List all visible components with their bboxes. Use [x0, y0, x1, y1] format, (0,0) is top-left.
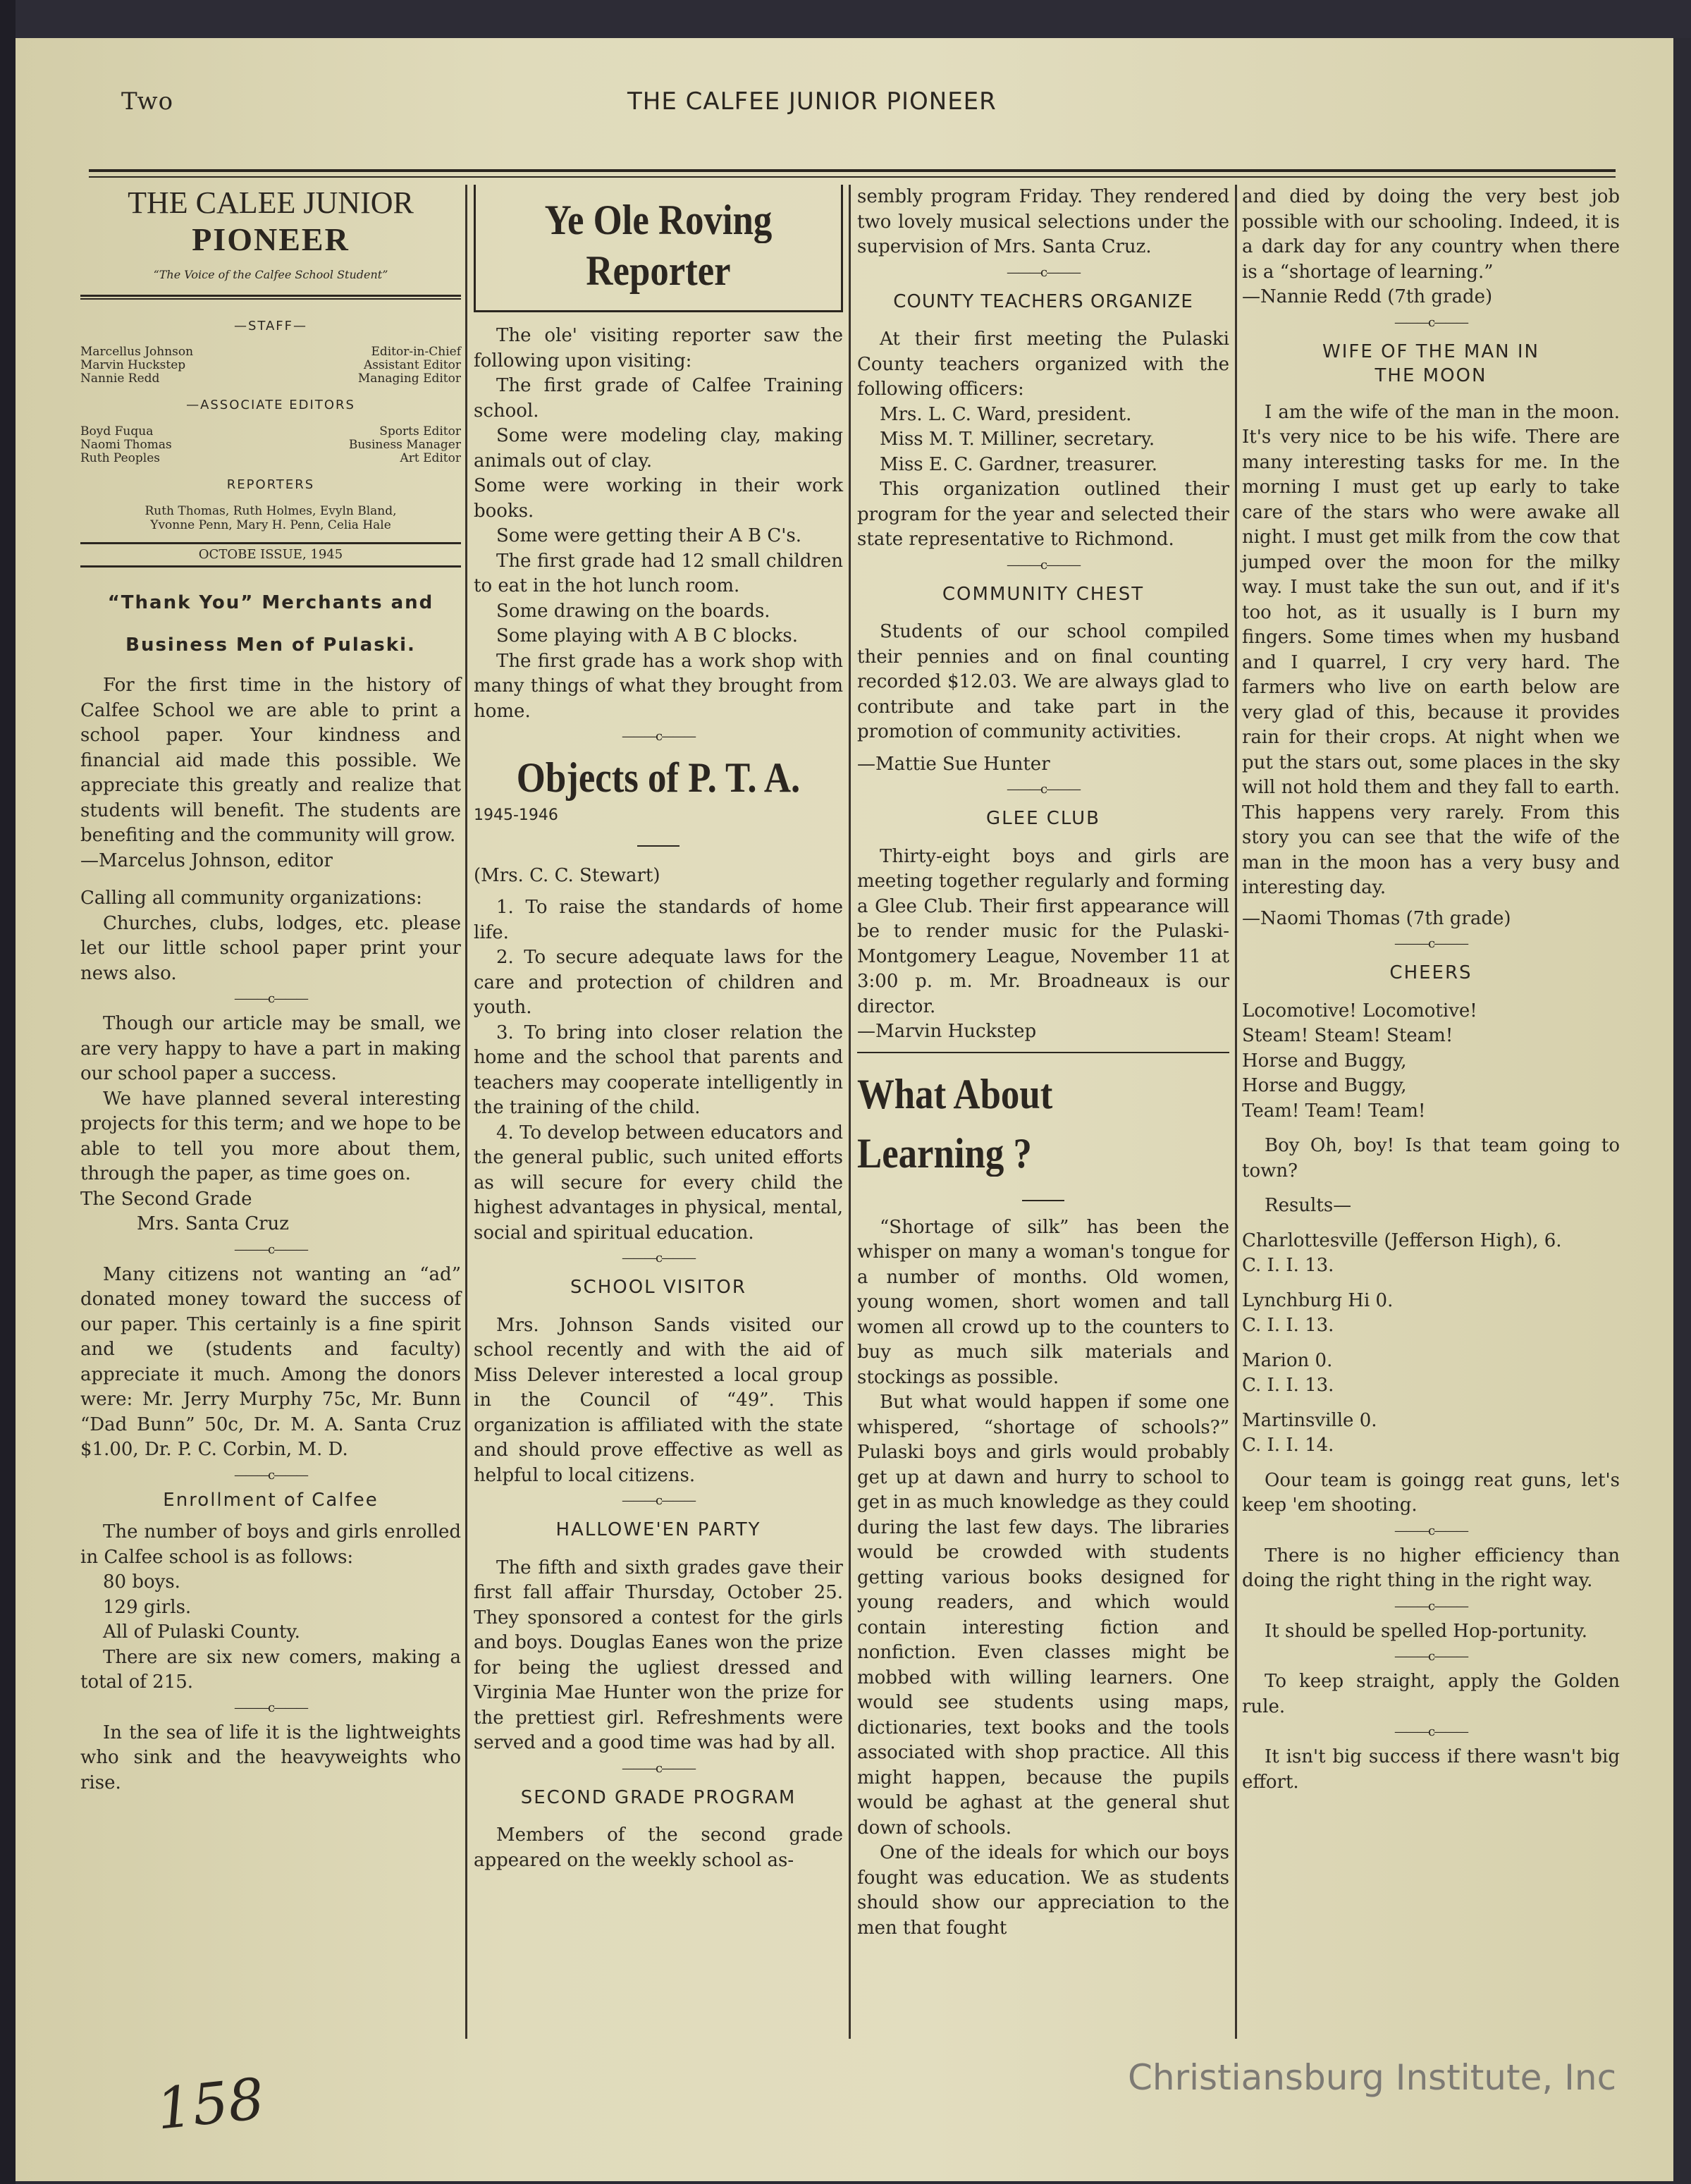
glee-headline: GLEE CLUB	[986, 808, 1100, 829]
staff-heading: —STAFF—	[233, 318, 308, 333]
program-continued: sembly program Friday. They rendered two lovely musical selections under the supervision of Mrs. Santa Cruz.	[857, 186, 1229, 257]
roving-p1: The ole' visiting reporter saw the following upon visiting:	[474, 325, 843, 372]
column-2	[474, 185, 843, 1873]
glee-signature: —Marvin Huckstep	[857, 1021, 1037, 1042]
sea-of-life-filler: In the sea of life it is the lightweights who sink and the heavyweights who rise.	[80, 1722, 461, 1793]
learning-title: What About Learning ?	[857, 1070, 1053, 1177]
masthead-title-line2: PIONEER	[192, 221, 350, 257]
calling-heading: Calling all community organizations:	[80, 888, 422, 909]
thanks-body: For the first time in the history of Calfee School we are able to print a school paper. Your kindness and financial aid made this possible. We appreciate this greatly and realize that students will benefit. The students are benefiting and the community will grow.	[80, 675, 461, 846]
reporters-list: Ruth Thomas, Ruth Holmes, Evyln Bland, Yvonne Penn, Mary H. Penn, Celia Hale	[144, 504, 397, 532]
chest-headline: COMMUNITY CHEST	[942, 583, 1145, 605]
result-line: C. I. I. 13.	[1242, 1315, 1334, 1336]
staff-row: Marvin Huckstep Assistant Editor	[80, 358, 461, 372]
teachers-officer-2: Miss M. T. Milliner, secretary.	[880, 429, 1155, 450]
roving-title-line1: Ye Ole Roving	[544, 197, 773, 243]
running-title: THE CALFEE JUNIOR PIONEER	[627, 87, 997, 116]
second-grade-p1: Though our article may be small, we are very happy to have a part in making our school paper a success.	[80, 1013, 461, 1084]
halloween-body: The fifth and sixth grades gave their first fall affair Thursday, October 25. They sponsored a contest for the girls and boys. Douglas Eanes won the prize for being the ugliest dressed and Virginia Mae Hunter won the prize for the prettiest girl. Refreshments were served and a good time was had by all.	[474, 1557, 843, 1753]
teachers-officer-3: Miss E. C. Gardner, treasurer.	[880, 453, 1157, 475]
result-line: C. I. I. 13.	[1242, 1255, 1334, 1276]
separator: ———c———	[233, 1700, 308, 1715]
separator: ———c———	[1394, 1649, 1468, 1664]
visitor-headline: SCHOOL VISITOR	[570, 1277, 746, 1298]
chest-signature: —Mattie Sue Hunter	[857, 753, 1050, 775]
pta-years: 1945-1946	[474, 806, 558, 824]
second-grade-sig2: Mrs. Santa Cruz	[137, 1213, 289, 1234]
enrollment-body: The number of boys and girls enrolled in Calfee school is as follows:	[80, 1521, 461, 1568]
team-note: Oour team is goingg reat guns, let's keep 'em shooting.	[1242, 1469, 1620, 1516]
enrollment-county: All of Pulaski County.	[103, 1621, 300, 1643]
pta-title: Objects of P. T. A.	[516, 754, 801, 801]
enrollment-girls: 129 girls.	[103, 1596, 192, 1618]
roving-p2: The first grade of Calfee Training school.	[474, 375, 843, 422]
visitor-body: Mrs. Johnson Sands visited our school recently and with the aid of Miss Delever interested a local group in the Council of “49”. This organization is affiliated with the state and should prove effective as well as helpful to local citizens.	[474, 1314, 843, 1486]
second-grade-p2: We have planned several interesting projects for this term; and we hope to be able to tell you more about them, through the paper, as time goes on.	[80, 1088, 461, 1184]
results-heading: Results—	[1265, 1195, 1352, 1216]
cheer-line: Horse and Buggy,	[1242, 1050, 1407, 1072]
result-line: Martinsville 0.	[1242, 1409, 1377, 1431]
separator: ———c———	[233, 1241, 308, 1257]
column-3	[857, 185, 1229, 1941]
reporters-heading: REPORTERS	[226, 477, 315, 492]
associate-heading: —ASSOCIATE EDITORS	[186, 398, 355, 412]
column-divider-1	[465, 185, 467, 2039]
masthead-rule-2	[80, 298, 461, 300]
masthead-motto: “The Voice of the Calfee School Student”	[153, 268, 388, 281]
staff-row: Boyd Fuqua Sports Editor	[80, 424, 461, 438]
result-line: Marion 0.	[1242, 1349, 1333, 1371]
result-line: Charlottesville (Jefferson High), 6.	[1242, 1229, 1562, 1251]
pta-rule	[637, 845, 680, 847]
pta-item-1: 1. To raise the standards of home life.	[474, 897, 843, 943]
roving-reporter-title-box	[474, 185, 843, 312]
pta-item-3: 3. To bring into closer relation the home and the school that parents and teachers may cooperate intelligently in the training of the child.	[474, 1022, 843, 1118]
pta-author: (Mrs. C. C. Stewart)	[474, 864, 660, 886]
moon-signature: —Naomi Thomas (7th grade)	[1242, 907, 1511, 929]
roving-p6: The first grade had 12 small children to eat in the hot lunch room.	[474, 550, 843, 596]
learning-rule	[857, 1052, 1229, 1053]
pta-item-4: 4. To develop between educators and the general public, such united efforts as will secure for every child the highest advantages in physical, mental, social and spiritual education.	[474, 1122, 843, 1244]
cheer-line: Steam! Steam! Steam!	[1242, 1025, 1453, 1046]
separator: ———c———	[233, 991, 308, 1006]
cheer-line: Team! Team! Team!	[1242, 1100, 1426, 1122]
separator: ———c———	[233, 1467, 308, 1483]
filler-hop: It should be spelled Hop-portunity.	[1265, 1620, 1587, 1642]
thanks-headline: “Thank You” Merchants and Business Men of Pulaski.	[107, 592, 434, 656]
program-body: Members of the second grade appeared on the weekly school as-	[474, 1824, 843, 1871]
learning-title-rule	[1022, 1200, 1064, 1201]
chest-body: Students of our school compiled their pennies and on final counting recorded $12.03. We are always glad to contribute and take part in the promotion of community activities.	[857, 621, 1229, 742]
staff-row: Nannie Redd Managing Editor	[80, 372, 461, 386]
enrollment-boys: 80 boys.	[103, 1571, 180, 1593]
glee-body: Thirty-eight boys and girls are meeting together regularly and forming a Glee Club. Their first appearance will be to render music for the Pulaski-Montgomery League, November 11 at 3:00 p. m. Mr. Broadneaux is our director.	[857, 845, 1229, 1017]
teachers-officer-1: Mrs. L. C. Ward, president.	[880, 403, 1132, 425]
program-headline: SECOND GRADE PROGRAM	[520, 1786, 797, 1808]
associate-list	[80, 425, 461, 465]
separator: ———c———	[1394, 1724, 1468, 1739]
roving-p9: The first grade has a work shop with many things of what they brought from home.	[474, 650, 843, 722]
enrollment-headline: Enrollment of Calfee	[163, 1489, 379, 1511]
separator: ———c———	[1006, 782, 1081, 797]
masthead-title-line1: THE CALEE JUNIOR	[128, 185, 414, 220]
teachers-body-2: This organization outlined their program for the year and selected their state representative to Richmond.	[857, 479, 1229, 550]
column-4	[1242, 185, 1620, 1795]
roving-p5: Some were getting their A B C's.	[496, 525, 802, 546]
separator: ———c———	[621, 1251, 696, 1265]
learning-continued: and died by doing the very best job possible with our schooling. Indeed, it is a dark day for any country when there is a “shortage of learning.”	[1242, 186, 1620, 283]
separator: ———c———	[1394, 314, 1468, 330]
learning-p2: But what would happen if some one whispered, “shortage of schools?” Pulaski boys and girls would probably get up at dawn and hurry to school to get in as much knowledge as they could during the last few days. The libraries would be crowded with students getting various books designed for young readers, and which would contain interesting fiction and nonfiction. Even classes might be mobbed with willing learners. One would see students using maps, dictionaries, text books and the tools associated with shop practice. All this might happen, because the pupils would be aghast at the general shut down of schools.	[857, 1392, 1229, 1839]
donors-body: Many citizens not wanting an “ad” donated money toward the success of our paper. This certainly is a fine spirit and we (students and faculty) appreciate it much. Among the donors were: Mr. Jerry Murphy 75c, Mr. Bunn “Dad Bunn” 50c, Dr. M. A. Santa Cruz $1.00, Dr. P. C. Corbin, M. D.	[80, 1263, 461, 1460]
roving-p8: Some playing with A B C blocks.	[496, 625, 799, 646]
masthead-rule	[80, 295, 461, 297]
teachers-body: At their first meeting the Pulaski County teachers organized with the following officers:	[857, 329, 1229, 400]
cheer-line: Locomotive! Locomotive!	[1242, 1000, 1477, 1022]
moon-headline: WIFE OF THE MAN IN THE MOON	[1322, 341, 1539, 386]
teachers-headline: COUNTY TEACHERS ORGANIZE	[893, 290, 1193, 312]
staff-list	[80, 345, 461, 386]
separator: ———c———	[1394, 1523, 1468, 1538]
issue-rule-bottom	[80, 565, 461, 568]
archive-watermark: Christiansburg Institute, Inc	[1128, 2057, 1617, 2098]
separator: ———c———	[1394, 936, 1468, 951]
header-rule-top	[89, 169, 1616, 172]
halloween-headline: HALLOWE'EN PARTY	[555, 1519, 761, 1540]
page-number-label: Two	[121, 87, 174, 116]
second-grade-sig1: The Second Grade	[80, 1188, 252, 1210]
separator: ———c———	[1006, 264, 1081, 280]
separator: ———c———	[621, 1760, 696, 1776]
header-rule-bottom	[89, 176, 1616, 178]
issue-label: OCTOBE ISSUE, 1945	[198, 547, 343, 562]
roving-p4: Some were working in their work books.	[474, 475, 843, 522]
separator: ———c———	[621, 729, 696, 744]
roving-title-line2: Reporter	[586, 247, 731, 294]
handwritten-page-number: 158	[153, 2066, 268, 2142]
scanner-background	[0, 0, 1691, 38]
separator: ———c———	[621, 1493, 696, 1508]
staff-row: Marcellus Johnson Editor-in-Chief	[80, 345, 461, 359]
roving-p3: Some were modeling clay, making animals out of clay.	[474, 425, 843, 472]
result-line: C. I. I. 14.	[1242, 1435, 1334, 1456]
column-divider-3	[1235, 185, 1237, 2039]
filler-efficiency: There is no higher efficiency than doing the right thing in the right way.	[1242, 1545, 1620, 1591]
learning-p1: “Shortage of silk” has been the whisper on many a woman's tongue for a number of months. Old women, young women, short women and tall women all crowd up to the counters to buy as much silk materials and stockings as possible.	[857, 1216, 1229, 1388]
cheers-headline: CHEERS	[1389, 962, 1472, 983]
learning-signature: —Nannie Redd (7th grade)	[1242, 286, 1493, 307]
result-line: Lynchburg Hi 0.	[1242, 1289, 1394, 1311]
separator: ———c———	[1394, 1598, 1468, 1614]
cheer-line: Horse and Buggy,	[1242, 1075, 1407, 1096]
enrollment-total: There are six new comers, making a total of 215.	[80, 1646, 461, 1693]
separator: ———c———	[1006, 557, 1081, 572]
result-line: C. I. I. 13.	[1242, 1375, 1334, 1396]
thanks-signature: —Marcelus Johnson, editor	[80, 849, 333, 871]
roving-p7: Some drawing on the boards.	[496, 600, 770, 622]
moon-body: I am the wife of the man in the moon. It's very nice to be his wife. There are many interesting tasks for me. In the morning I must get up early to take care of the stars who were awake all night. I must get milk from the cow that jumped over the moon for the milky way. I must take the sun out, and if it's too hot, as it usually is I burn my fingers. Some times when my husband and I quarrel, I cry very hard. The farmers who live on earth below are very glad of this, because it provides rain for their crops. At night when we put the stars out, some places in the sky will not hold them and they fall to earth. This happens very rarely. From this story you can see that the wife of the man in the moon has a very busy and interesting day.	[1242, 401, 1620, 898]
scanner-edge	[0, 0, 16, 2184]
pta-item-2: 2. To secure adequate laws for the care and protection of children and youth.	[474, 947, 843, 1018]
staff-row: Ruth Peoples Art Editor	[80, 450, 461, 465]
filler-golden: To keep straight, apply the Golden rule.	[1242, 1671, 1620, 1717]
column-1	[80, 185, 461, 1796]
filler-success: It isn't big success if there wasn't big effort.	[1242, 1746, 1620, 1793]
learning-p3: One of the ideals for which our boys fought was education. We as students should show our appreciation to the men that fought	[857, 1842, 1229, 1939]
column-divider-2	[849, 185, 851, 2039]
cheer-line: Boy Oh, boy! Is that team going to town?	[1242, 1135, 1620, 1182]
calling-body: Churches, clubs, lodges, etc. please let our little school paper print your news also.	[80, 912, 461, 984]
staff-row: Naomi Thomas Business Manager	[80, 437, 461, 452]
